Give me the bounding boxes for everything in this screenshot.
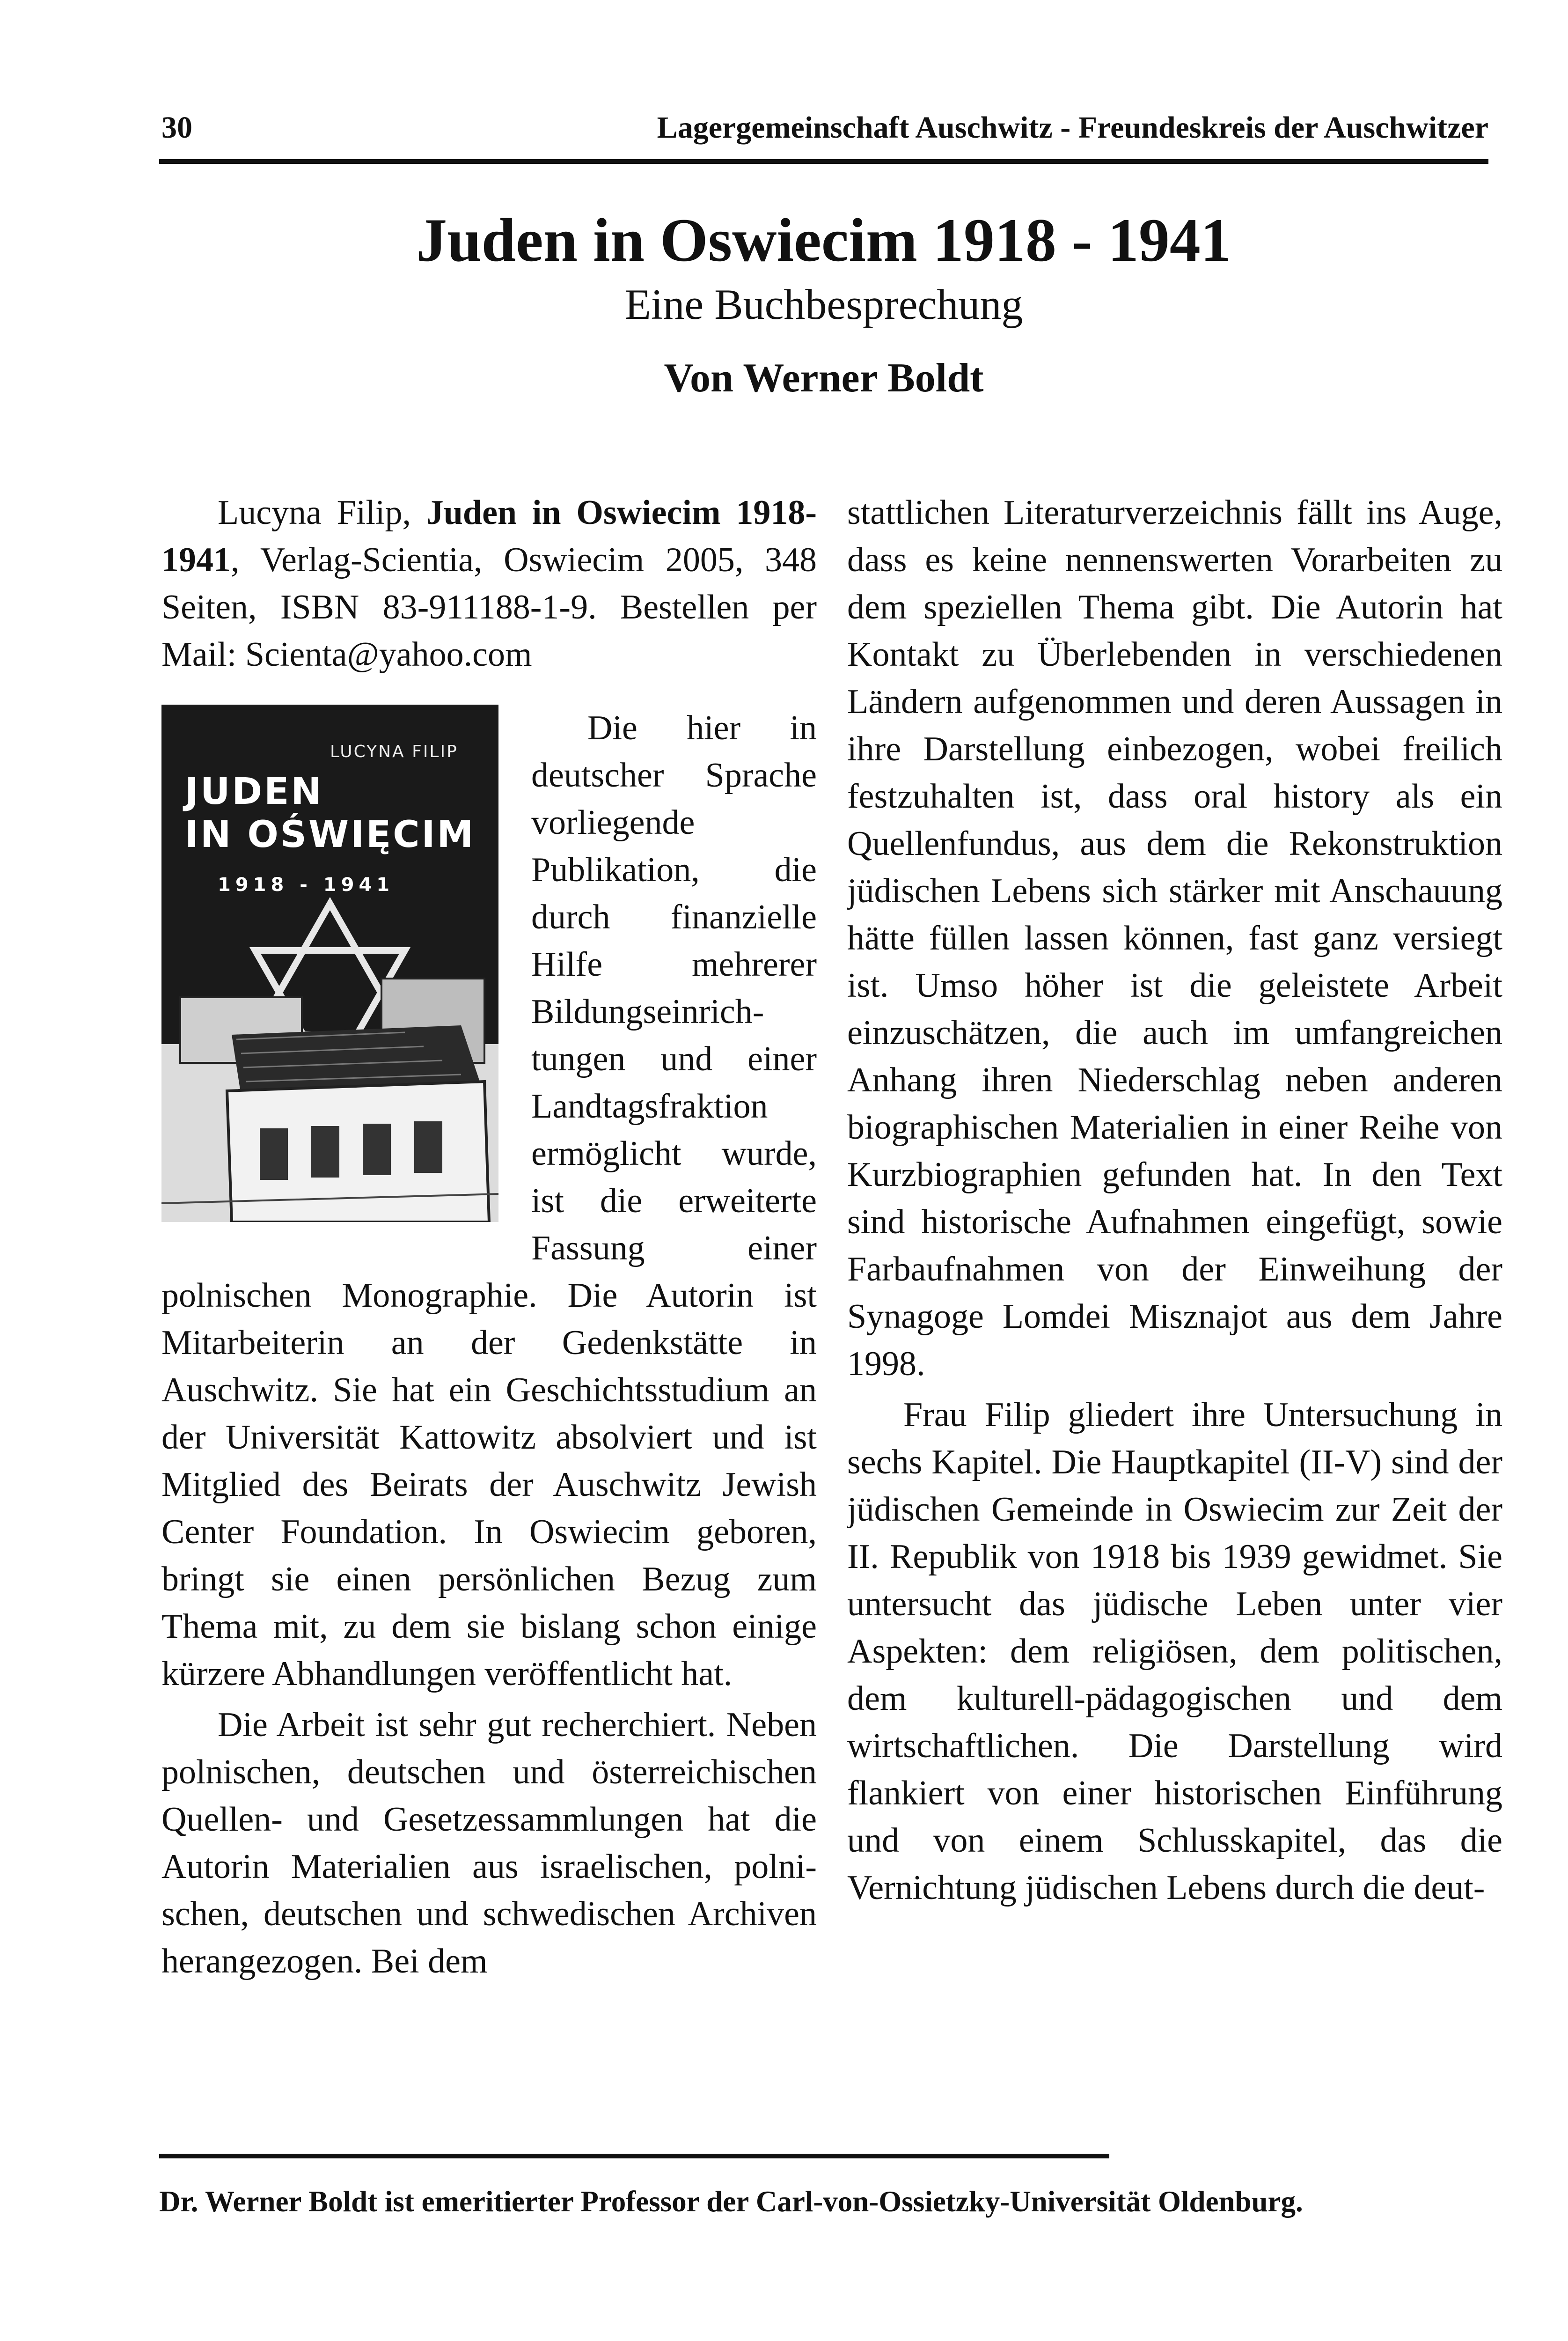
cover-years: 1918 - 1941 bbox=[218, 874, 395, 896]
author-footnote: Dr. Werner Boldt ist emeritierter Professor der Carl-von-Ossietzky-Universität Oldenburg. bbox=[159, 2185, 1303, 2218]
paragraph-1: Die hier in deutscher Sprache vorliegende Publikation, die durch finanzielle Hilfe mehrerer Bildungseinrichtungen und einer Landtagsfraktion ermöglicht wurde, ist die erweiterte Fassung einer polnischen Monographie. Die Autorin ist Mitarbeiterin an der Gedenkstätte in Auschwitz. Sie hat ein Geschichtsstudium an der Universität Kattowitz absolviert und ist Mitglied des Beirats der Auschwitz Jewish Center Foundation. In Oswiecim geboren, bringt sie einen persönlichen Bezug zum Thema mit, zu dem sie bislang schon einige kürzere Abhandlungen veröffentlicht hat. bbox=[161, 709, 817, 1693]
cover-synagogue-illustration bbox=[161, 885, 498, 1222]
header-rule bbox=[159, 159, 1488, 164]
paragraph-2: Die Arbeit ist sehr gut recherchiert. Neben polnischen, deutschen und österreichischen Quellen- und Gesetzessammlungen hat die Autorin Materialien aus israelischen, polnischen, deutschen und schwedischen Archiven herangezogen. Bei dem bbox=[161, 1706, 817, 1980]
page-number: 30 bbox=[161, 110, 192, 145]
cover-title bbox=[185, 770, 475, 856]
cover-title-line1: JUDEN bbox=[185, 771, 323, 813]
paragraph-3: stattlichen Literaturverzeichnis fällt ins Auge, dass es keine nennenswerten Vorarbeiten zu dem speziellen Thema gibt. Die Autorin hat Kontakt zu Überlebenden in verschiedenen Ländern aufgenommen und deren Aussagen in ihre Darstellung einbezogen, wobei freilich festzuhalten ist, dass oral history als ein Quellenfundus, aus dem die Rekonstruktion jüdischen Lebens sich stärker mit Anschauung hätte füllen lassen können, fast ganz versiegt ist. Umso höher ist die geleistete Arbeit einzuschätzen, die auch im umfangreichen Anhang ihren Niederschlag neben anderen biographischen Materialien in einer Reihe von Kurzbiographien gefunden hat. In den Text sind historische Aufnahmen eingefügt, sowie Farbaufnahmen von der Einweihung der Synagoge Lomdei Misznajot aus dem Jahre 1998. bbox=[847, 493, 1502, 1383]
running-title: Lagergemeinschaft Auschwitz - Freundeskreis der Auschwitzer bbox=[657, 110, 1488, 145]
book-cover-image bbox=[161, 705, 498, 1222]
paragraph-4: Frau Filip gliedert ihre Untersuchung in sechs Kapitel. Die Hauptkapitel (II-V) sind der jüdischen Gemeinde in Oswiecim zur Zeit der II. Republik von 1918 bis 1939 gewidmet. Sie untersucht das jüdische Leben unter vier Aspekten: dem religiösen, dem politischen, dem kulturell-pädagogischen und dem wirtschaftlichen. Die Darstellung wird flankiert von einer historischen Einführung und von einem Schlusskapitel, das die Vernichtung jüdischen Lebens durch die deut- bbox=[847, 1396, 1502, 1907]
footnote-rule bbox=[159, 2154, 1109, 2158]
article-byline: Von Werner Boldt bbox=[664, 355, 984, 401]
right-column bbox=[847, 489, 1502, 2137]
citation-details: , Verlag-Scientia, Oswiecim 2005, 348 Seiten, ISBN 83-911188-1-9. Bestellen per Mail: Scienta@yahoo.com bbox=[161, 541, 817, 674]
article-subtitle: Eine Buchbesprechung bbox=[624, 280, 1023, 328]
citation-author: Lucyna Filip, bbox=[218, 493, 426, 532]
cover-title-line2: IN OŚWIĘCIM bbox=[185, 814, 476, 856]
citation-book-title: Juden in Oswiecim 1918-1941 bbox=[161, 493, 817, 579]
book-citation bbox=[161, 489, 817, 678]
article-title: Juden in Oswiecim 1918 - 1941 bbox=[416, 206, 1231, 274]
left-column bbox=[161, 489, 817, 2137]
cover-author: LUCYNA FILIP bbox=[330, 742, 458, 761]
